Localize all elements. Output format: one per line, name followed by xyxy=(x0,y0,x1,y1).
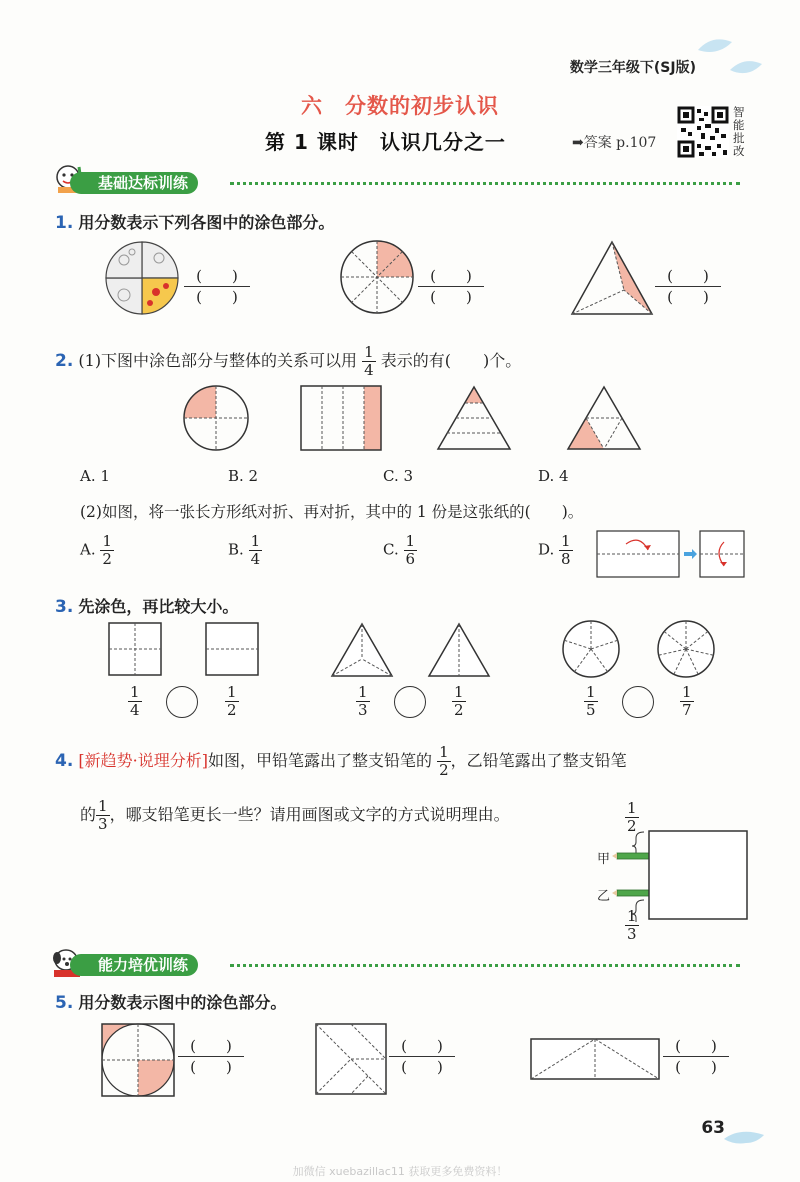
square-halves-figure xyxy=(205,622,259,676)
pencil-label-jia: 甲 xyxy=(597,852,611,867)
fraction: $\frac{1}{4}$ xyxy=(130,683,140,719)
question-text: 先涂色，再比较大小。 xyxy=(78,597,239,616)
question-2-part-1 xyxy=(55,344,521,379)
question-text: 如图，甲铅笔露出了整支铅笔的 xyxy=(207,751,432,770)
circle-quarters-figure xyxy=(183,385,249,451)
dolphin-decoration-icon xyxy=(720,1125,770,1149)
rectangle-triangles-figure xyxy=(530,1038,660,1080)
qr-label: 智能批改 xyxy=(733,105,745,158)
watermark-text: 加微信 xuebazillac11 获取更多免费资料！ xyxy=(292,1165,508,1178)
answer-blank-fraction[interactable]: ( ) ( ) xyxy=(389,1036,455,1077)
question-text: 用分数表示图中的涂色部分。 xyxy=(78,993,287,1012)
question-text: 的 xyxy=(80,805,97,824)
question-5 xyxy=(55,990,286,1013)
question-3 xyxy=(55,594,238,617)
question-number: 1. xyxy=(55,213,74,233)
circle-fifths-figure xyxy=(562,620,620,678)
option-d[interactable]: D. 4 xyxy=(538,467,569,485)
section-banner-advanced: 能力培优训练 xyxy=(70,954,198,976)
rectangle-strips-figure xyxy=(300,385,382,451)
triangle-thirds-figure xyxy=(330,622,394,678)
question-4-line-2 xyxy=(80,798,510,833)
question-text: 用分数表示下列各图中的涂色部分。 xyxy=(78,213,335,232)
question-1 xyxy=(55,210,334,233)
fraction: $\frac{1}{2}$ xyxy=(454,683,464,719)
question-4-line-1 xyxy=(55,744,627,779)
question-number: 4. xyxy=(55,751,74,771)
fraction: $\frac{1}{4}$ xyxy=(364,343,374,379)
compare-circle-blank[interactable] xyxy=(166,686,198,718)
fraction: $\frac{1}{7}$ xyxy=(682,683,692,719)
book-series-label: 数学三年级下(SJ版) xyxy=(569,60,696,76)
option-c[interactable]: C. $\frac{1}{6}$ xyxy=(383,532,416,568)
lesson-title: 第 1 课时 认识几分之一 xyxy=(265,130,506,154)
answer-blank-fraction[interactable]: ( ) ( ) xyxy=(178,1036,244,1077)
answer-blank-fraction[interactable]: ( ) ( ) xyxy=(663,1036,729,1077)
fraction: $\frac{1}{3}$ xyxy=(98,797,108,833)
triangle-layers-figure xyxy=(436,385,512,451)
fraction: $\frac{1}{2}$ xyxy=(439,743,449,779)
question-number: 2. xyxy=(55,351,74,371)
chapter-title: 六 分数的初步认识 xyxy=(301,94,499,118)
triangle-halves-figure xyxy=(427,622,491,678)
answer-blank-fraction[interactable]: ( ) ( ) xyxy=(655,266,721,307)
circle-eighths-figure xyxy=(340,240,414,314)
triangle-four-parts-figure xyxy=(566,385,642,451)
question-text: (1)下图中涂色部分与整体的关系可以用 xyxy=(78,351,358,370)
compare-circle-blank[interactable] xyxy=(394,686,426,718)
tangram-square-figure xyxy=(315,1023,387,1095)
section-divider xyxy=(230,182,740,185)
square-quarters-figure xyxy=(108,622,162,676)
page-number: 63 xyxy=(701,1118,725,1138)
section-banner-basic: 基础达标训练 xyxy=(70,172,198,194)
option-d[interactable]: D. $\frac{1}{8}$ xyxy=(538,532,571,568)
fraction: $\frac{1}{5}$ xyxy=(586,683,596,719)
fraction: $\frac{1}{2}$ xyxy=(627,799,637,835)
question-2-part-2: (2)如图，将一张长方形纸对折、再对折，其中的 1 份是这张纸的( )。 xyxy=(80,503,584,521)
option-b[interactable]: B. 2 xyxy=(228,467,259,485)
question-number: 5. xyxy=(55,993,74,1013)
fraction: $\frac{1}{2}$ xyxy=(227,683,237,719)
pencil-label-yi: 乙 xyxy=(597,889,611,904)
question-text: 表示的有( )个。 xyxy=(380,351,522,370)
option-a[interactable]: A. $\frac{1}{2}$ xyxy=(80,532,112,568)
section-divider xyxy=(230,964,740,967)
answer-blank-fraction[interactable]: ( ) ( ) xyxy=(184,266,250,307)
qr-code-icon[interactable] xyxy=(677,106,729,158)
paper-folding-figure xyxy=(596,530,746,578)
question-text: ，乙铅笔露出了整支铅笔 xyxy=(450,751,627,770)
question-number: 3. xyxy=(55,597,74,617)
fraction: $\frac{1}{3}$ xyxy=(627,907,637,943)
option-c[interactable]: C. 3 xyxy=(383,467,414,485)
answer-reference: ➡答案 p.107 xyxy=(572,135,657,151)
compare-circle-blank[interactable] xyxy=(622,686,654,718)
square-circle-figure xyxy=(101,1023,175,1097)
pizza-circle-figure xyxy=(104,240,180,316)
dolphin-decoration-icon xyxy=(690,20,770,80)
option-b[interactable]: B. $\frac{1}{4}$ xyxy=(228,532,261,568)
fraction: $\frac{1}{3}$ xyxy=(358,683,368,719)
circle-sevenths-figure xyxy=(657,620,715,678)
answer-blank-fraction[interactable]: ( ) ( ) xyxy=(418,266,484,307)
question-tag: [新趋势·说理分析] xyxy=(78,751,208,770)
triangle-thirds-figure xyxy=(570,240,654,316)
question-text: ，哪支铅笔更长一些？请用画图或文字的方式说明理由。 xyxy=(109,805,510,824)
option-a[interactable]: A. 1 xyxy=(80,467,110,485)
